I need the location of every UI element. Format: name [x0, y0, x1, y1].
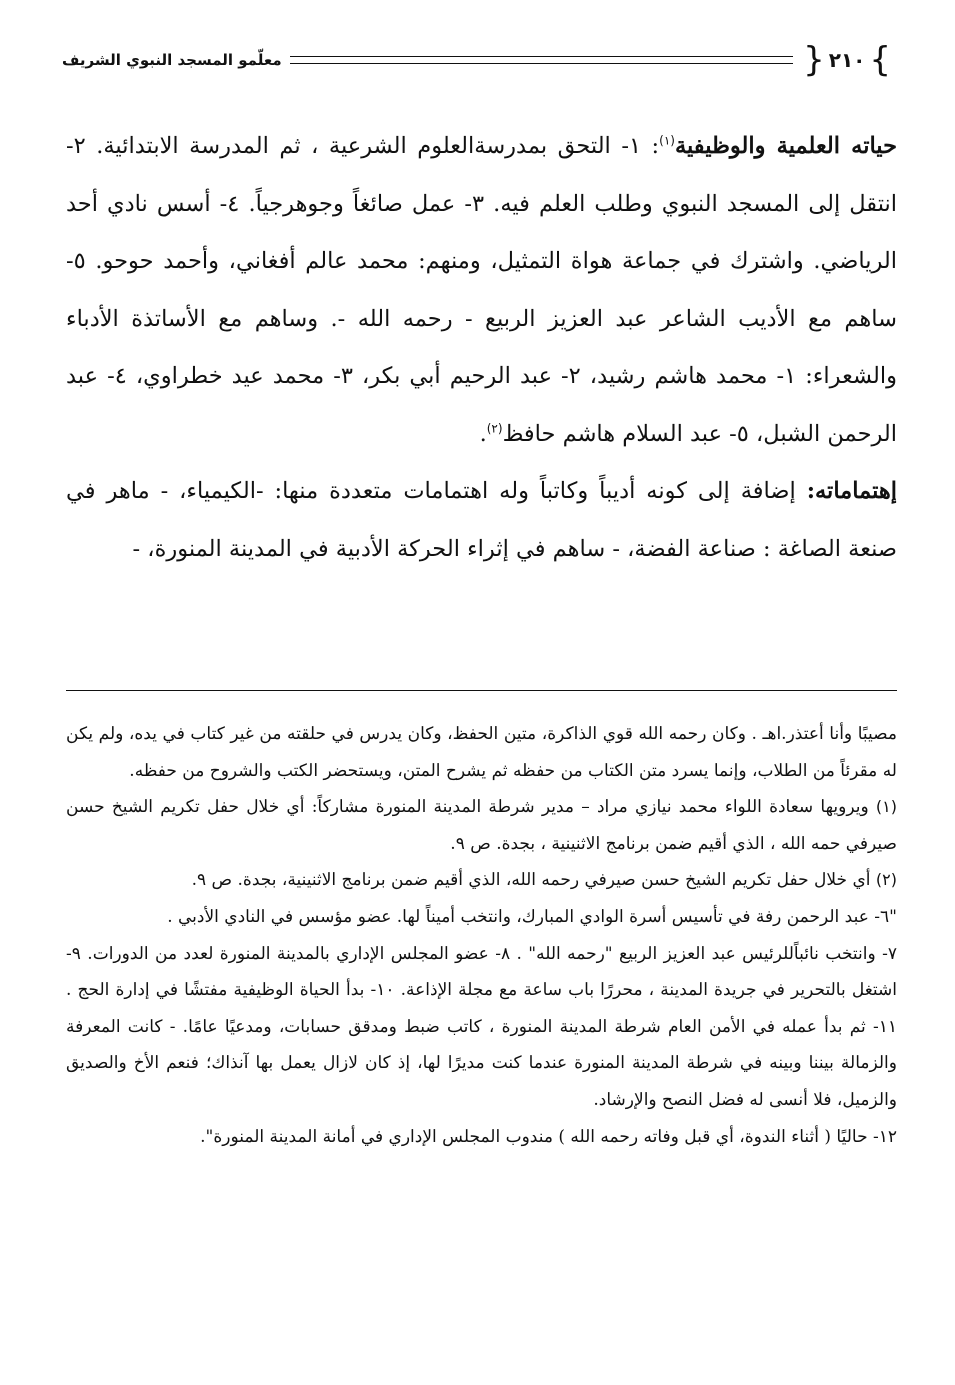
page-number: ٢١٠: [828, 48, 866, 72]
footnote-separator: [66, 690, 897, 691]
section-heading-career: حياته العلمية والوظيفية: [674, 133, 898, 159]
page-number-bracket-right: }: [869, 40, 891, 80]
footnotes: [66, 716, 897, 1155]
footnote-1-text: ويرويها سعادة اللواء محمد نيازي مراد – مدير شرطة المدينة المنورة مشاركاً: أي خلال حفل تكريم الشيخ حسن صيرفي حمه الله ، الذي أقيم ضمن برنامج الاثنينية ، بجدة. ص ٩.: [66, 797, 897, 854]
footnote-2-marker: (٢): [875, 870, 897, 890]
running-header: [62, 34, 897, 86]
footnote-2-text: أي خلال حفل تكريم الشيخ حسن صيرفي رحمه الله، الذي أقيم ضمن برنامج الاثنينية، بجدة. ص ٩.: [191, 870, 876, 891]
footnote-2-item-12: ١٢- حاليًا ( أثناء الندوة، أي قبل وفاته رحمه الله ) مندوب المجلس الإداري في أمانة المدينة المنورة".: [200, 1126, 897, 1147]
header-double-rule: [290, 56, 793, 64]
footnote-2-item-6: "٦- عبد الرحمن رفة في تأسيس أسرة الوادي المبارك، وانتخب أميناً لها. عضو مؤسس في النادي الأدبي .: [167, 906, 897, 927]
paragraph-career: [66, 118, 897, 463]
section-heading-interests: إهتماماته:: [806, 478, 897, 504]
footnote-2: [66, 862, 897, 899]
main-text: [66, 118, 897, 578]
footnote-ref-1[interactable]: (١): [659, 133, 675, 148]
footnote-continuation: مصيبًا وأنا أعتذر.اهـ . وكان رحمه الله قوي الذاكرة، متين الحفظ، وكان يدرس في حلقته من غير كتاب في يده، ولم يكن له مقرئاً من الطلاب، وإنما يسرد متن الكتاب من حفظه ثم يشرح المتن، ويستحضر الكتب والشروح من حفظه.: [66, 724, 897, 781]
paragraph-career-end: .: [479, 420, 487, 447]
footnote-ref-2[interactable]: (٢): [486, 421, 503, 435]
paragraph-career-text: : ١- التحق بمدرسةالعلوم الشرعية ، ثم المدرسة الابتدائية. ٢- انتقل إلى المسجد النبوي وطلب العلم فيه. ٣- عمل صائغاً وجوهرجياً. ٤- أسس نادي أحد الرياضي. واشترك في جماعة هواة التمثيل، ومنهم: محمد عالم أفغاني، وأحمد حوحو. ٥- ساهم مع الأديب الشاعر عبد العزيز الربيع - رحمه الله -. وساهم مع الأساتذة الأدباء والشعراء: ١- محمد هاشم رشيد، ٢- عبد الرحيم أبي بكر، ٣- محمد عيد خطراوي، ٤- عبد الرحمن الشبل، ٥- عبد السلام هاشم حافظ: [66, 133, 897, 447]
footnote-1-marker: (١): [875, 797, 897, 817]
footnote-1: [66, 789, 897, 862]
page-number-bracket-left: {: [803, 40, 825, 80]
page-number-box: [797, 40, 897, 80]
paragraph-interests: [66, 463, 897, 578]
footnote-2-items-7-11: ٧- وانتخب نائباًللرئيس عبد العزيز الربيع "رحمه الله" . ٨- عضو المجلس الإداري بالمدينة المنورة لعدد من الدورات. ٩- اشتغل بالتحرير في جريدة المدينة ، محررًا باب ساعة مع مجلة الإذاعة. ١٠- بدأ الحياة الوظيفية مفتشًا في إدارة الحج . ١١- ثم بدأ عمله في الأمن العام شرطة المدينة المنورة ، كاتب ضبط ومدقق حسابات، ومدعيًا عامًا. - كانت المعرفة والزمالة بيننا وبينه في شرطة المدينة المنورة عندما كنت مديرًا لها، إذ كان لازال يعمل بها آنذاك؛ فنعم الأخ والصديق والزميل، فلا أنسى له فضل النصح والإرشاد.: [66, 943, 898, 1110]
paragraph-interests-text: إضافة إلى كونه أديباً وكاتباً وله اهتمامات متعددة منها: -الكيمياء، - ماهر في صنعة الصاغة : صناعة الفضة، - ساهم في إثراء الحركة الأدبية في المدينة المنورة، -: [66, 478, 897, 562]
running-title: معلّمو المسجد النبوي الشريف: [62, 51, 282, 69]
